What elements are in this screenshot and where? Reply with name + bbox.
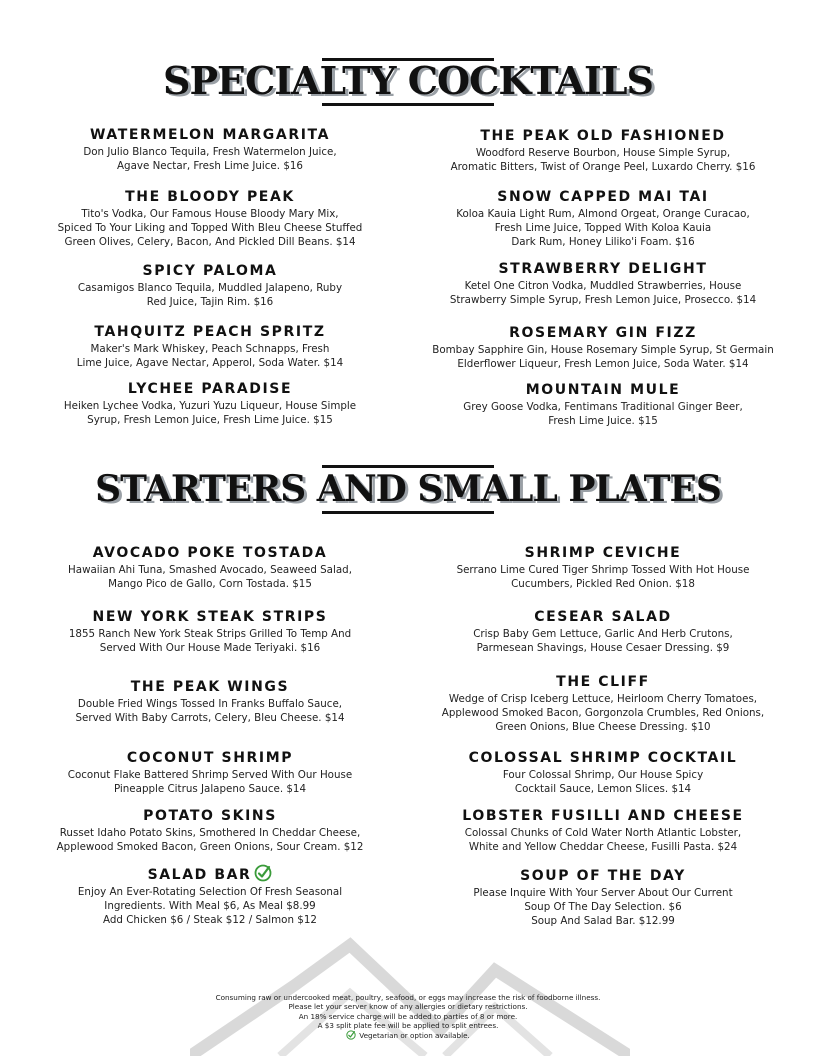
item-name: AVOCADO POKE TOSTADA [92, 545, 328, 561]
desc-line: Cucumbers, Pickled Red Onion. $18 [511, 578, 695, 591]
desc-line: Aromatic Bitters, Twist of Orange Peel, Luxardo Cherry. $16 [450, 161, 756, 174]
desc-line: Please Inquire With Your Server About Our Current [473, 887, 733, 899]
desc-line: Ingredients. With Meal $6, As Meal $8.99 [104, 900, 316, 913]
desc-line: Heiken Lychee Vodka, Yuzuri Yuzu Liqueur, House Simple [63, 400, 357, 412]
footer-line: Please let your server know of any allergies or dietary restrictions. [288, 1002, 528, 1012]
desc-line: Enjoy An Ever-Rotating Selection Of Fresh Seasonal [77, 886, 343, 898]
desc-line: Grey Goose Vodka, Fentimans Traditional Ginger Beer, [463, 401, 743, 413]
menu-item-rosemary-gin-fizz [413, 324, 793, 371]
desc-line: Mango Pico de Gallo, Corn Tostada. $15 [108, 578, 312, 591]
veg-legend-text: Vegetarian or option available. [359, 1031, 470, 1041]
desc-line: Cocktail Sauce, Lemon Slices. $14 [514, 783, 692, 796]
item-description [20, 768, 400, 796]
footer-line: Consuming raw or undercooked meat, poultry, seafood, or eggs may increase the risk of foodborne illness. [215, 993, 601, 1002]
footer-veg-legend [0, 1030, 816, 1040]
item-description [413, 563, 793, 591]
item-name: WATERMELON MARGARITA [89, 127, 331, 143]
desc-line: Colossal Chunks of Cold Water North Atlantic Lobster, [464, 827, 742, 839]
desc-line: Green Onions, Blue Cheese Dressing. $10 [495, 721, 711, 734]
item-name: ROSEMARY GIN FIZZ [509, 325, 697, 341]
desc-line: Tito's Vodka, Our Famous House Bloody Mary Mix, [81, 208, 339, 220]
item-name: CESEAR SALAD [534, 609, 672, 625]
desc-line: Serrano Lime Cured Tiger Shrimp Tossed With Hot House [456, 564, 750, 576]
desc-line: Syrup, Fresh Lemon Juice, Fresh Lime Juice. $15 [87, 414, 333, 427]
menu-item-watermelon-margarita [20, 126, 400, 173]
desc-line: Applewood Smoked Bacon, Green Onions, Sour Cream. $12 [56, 841, 364, 854]
desc-line: Wedge of Crisp Iceberg Lettuce, Heirloom Cherry Tomatoes, [448, 693, 758, 705]
menu-item-the-bloody-peak [20, 188, 400, 250]
item-description [20, 399, 400, 427]
item-description [413, 826, 793, 854]
item-description [20, 697, 400, 725]
starters-title-rule-bottom [322, 511, 494, 514]
footer-line: A $3 split plate fee will be applied to split entrees. [317, 1020, 499, 1030]
item-description [413, 400, 793, 428]
item-name: LYCHEE PARADISE [127, 381, 293, 397]
desc-line: Ketel One Citron Vodka, Muddled Strawberries, House [464, 280, 742, 292]
menu-item-potato-skins [20, 807, 400, 854]
cocktails-title-rule-bottom [322, 103, 494, 106]
item-name: THE PEAK OLD FASHIONED [480, 128, 726, 144]
cocktails-section-title: SPECIALTY COCKTAILS [163, 58, 653, 103]
desc-line: Russet Idaho Potato Skins, Smothered In Cheddar Cheese, [59, 827, 361, 839]
item-name: THE CLIFF [556, 674, 650, 690]
item-description [413, 768, 793, 796]
item-description [413, 692, 793, 735]
desc-line: Elderflower Liqueur, Fresh Lemon Juice, Soda Water. $14 [457, 358, 749, 371]
menu-item-colossal-shrimp-cocktail [413, 749, 793, 796]
menu-item-new-york-steak-strips [20, 608, 400, 655]
desc-line: Hawaiian Ahi Tuna, Smashed Avocado, Seaweed Salad, [68, 564, 352, 576]
desc-line: Casamigos Blanco Tequila, Muddled Jalapeno, Ruby [77, 282, 343, 294]
desc-line: Agave Nectar, Fresh Lime Juice. $16 [117, 160, 303, 173]
desc-line: Served With Baby Carrots, Celery, Bleu Cheese. $14 [75, 712, 345, 725]
footer-line: An 18% service charge will be added to parties of 8 or more. [298, 1011, 518, 1021]
desc-line: Served With Our House Made Teriyaki. $16 [99, 642, 321, 655]
desc-line: Four Colossal Shrimp, Our House Spicy [502, 769, 704, 781]
menu-item-snow-capped-mai-tai [413, 188, 793, 250]
desc-line: Double Fried Wings Tossed In Franks Buffalo Sauce, [77, 698, 343, 710]
item-description [413, 279, 793, 307]
menu-item-strawberry-delight [413, 260, 793, 307]
item-name: SALAD BAR [147, 867, 252, 883]
desc-line: Fresh Lime Juice. $15 [548, 415, 658, 428]
menu-item-soup-of-the-day [413, 867, 793, 929]
desc-line: Soup And Salad Bar. $12.99 [531, 915, 675, 928]
menu-item-tahquitz-peach-spritz [20, 323, 400, 370]
desc-line: Red Juice, Tajin Rim. $16 [146, 296, 274, 309]
checkmark-circle-icon [254, 864, 272, 882]
item-description [413, 343, 793, 371]
menu-item-the-peak-old-fashioned [413, 127, 793, 174]
item-description [413, 207, 793, 250]
menu-item-salad-bar [20, 864, 400, 928]
item-description [20, 145, 400, 173]
desc-line: Parmesean Shavings, House Cesaer Dressing. $9 [476, 642, 730, 655]
desc-line: 1855 Ranch New York Steak Strips Grilled To Temp And [68, 628, 352, 640]
item-name: SOUP OF THE DAY [520, 868, 686, 884]
menu-item-shrimp-ceviche [413, 544, 793, 591]
item-name: SHRIMP CEVICHE [524, 545, 682, 561]
item-name: THE PEAK WINGS [130, 679, 290, 695]
item-name: THE BLOODY PEAK [125, 189, 295, 205]
desc-line: Maker's Mark Whiskey, Peach Schnapps, Fresh [90, 343, 330, 355]
item-description [20, 885, 400, 928]
desc-line: Don Julio Blanco Tequila, Fresh Watermelon Juice, [83, 146, 337, 158]
menu-item-cesear-salad [413, 608, 793, 655]
item-name: NEW YORK STEAK STRIPS [92, 609, 328, 625]
item-name: POTATO SKINS [143, 808, 277, 824]
desc-line: Applewood Smoked Bacon, Gorgonzola Crumbles, Red Onions, [441, 707, 765, 720]
menu-item-mountain-mule [413, 381, 793, 428]
item-name: COCONUT SHRIMP [126, 750, 294, 766]
desc-line: Lime Juice, Agave Nectar, Apperol, Soda Water. $14 [76, 357, 344, 370]
desc-line: Strawberry Simple Syrup, Fresh Lemon Juice, Prosecco. $14 [449, 294, 757, 307]
item-description [20, 342, 400, 370]
desc-line: Crisp Baby Gem Lettuce, Garlic And Herb Crutons, [473, 628, 733, 640]
item-description [20, 207, 400, 250]
item-description [413, 886, 793, 929]
desc-line: Coconut Flake Battered Shrimp Served With Our House [67, 769, 353, 781]
desc-line: Woodford Reserve Bourbon, House Simple Syrup, [475, 147, 731, 159]
desc-line: Spiced To Your Liking and Topped With Bleu Cheese Stuffed [57, 222, 363, 235]
item-name-row [20, 864, 400, 884]
item-description [413, 627, 793, 655]
desc-line: Soup Of The Day Selection. $6 [524, 901, 682, 914]
item-name: COLOSSAL SHRIMP COCKTAIL [468, 750, 738, 766]
item-description [20, 627, 400, 655]
footer-disclaimer [0, 993, 816, 1040]
item-name: LOBSTER FUSILLI AND CHEESE [462, 808, 744, 824]
item-name: SPICY PALOMA [142, 263, 278, 279]
item-description [413, 146, 793, 174]
item-description [20, 826, 400, 854]
item-name: TAHQUITZ PEACH SPRITZ [94, 324, 326, 340]
desc-line: White and Yellow Cheddar Cheese, Fusilli Pasta. $24 [468, 841, 738, 854]
desc-line: Bombay Sapphire Gin, House Rosemary Simple Syrup, St Germain [432, 344, 774, 356]
menu-item-the-peak-wings [20, 678, 400, 725]
item-description [20, 563, 400, 591]
starters-section-title: STARTERS AND SMALL PLATES [95, 468, 721, 510]
menu-item-avocado-poke-tostada [20, 544, 400, 591]
item-name: SNOW CAPPED MAI TAI [497, 189, 709, 205]
item-name: MOUNTAIN MULE [525, 382, 681, 398]
menu-item-lobster-fusilli-and-cheese [413, 807, 793, 854]
menu-item-spicy-paloma [20, 262, 400, 309]
desc-line: Pineapple Citrus Jalapeno Sauce. $14 [113, 783, 307, 796]
item-description [20, 281, 400, 309]
menu-item-lychee-paradise [20, 380, 400, 427]
desc-line: Add Chicken $6 / Steak $12 / Salmon $12 [103, 914, 317, 927]
desc-line: Green Olives, Celery, Bacon, And Pickled Dill Beans. $14 [64, 236, 356, 249]
checkmark-circle-icon [346, 1030, 356, 1040]
menu-item-coconut-shrimp [20, 749, 400, 796]
desc-line: Dark Rum, Honey Liliko'i Foam. $16 [511, 236, 695, 249]
desc-line: Koloa Kauia Light Rum, Almond Orgeat, Orange Curacao, [456, 208, 750, 220]
desc-line: Fresh Lime Juice, Topped With Koloa Kauia [494, 222, 712, 235]
item-name: STRAWBERRY DELIGHT [498, 261, 708, 277]
menu-item-the-cliff [413, 673, 793, 735]
